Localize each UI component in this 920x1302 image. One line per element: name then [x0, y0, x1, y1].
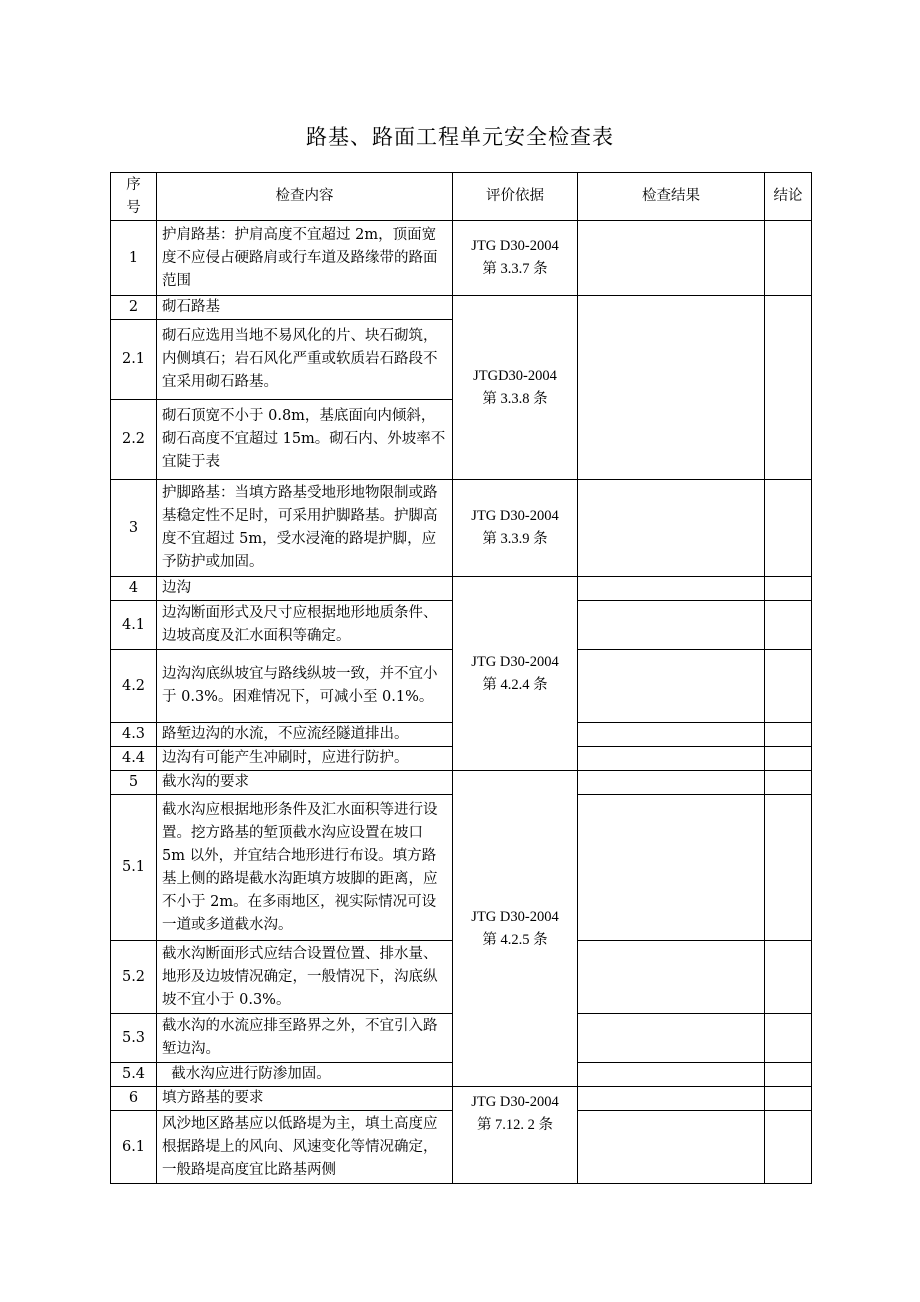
row-basis: JTG D30-2004 第 3.3.9 条 [453, 480, 578, 577]
conclusion-cell[interactable] [765, 795, 812, 941]
row-content: 边沟断面形式及尺寸应根据地形地质条件、边坡高度及汇水面积等确定。 [157, 601, 453, 650]
result-cell[interactable] [578, 577, 765, 601]
conclusion-cell[interactable] [765, 1014, 812, 1063]
row-seq: 5.3 [111, 1014, 157, 1063]
result-cell[interactable] [578, 296, 765, 480]
row-content: 边沟沟底纵坡宜与路线纵坡一致，并不宜小于 0.3%。困难情况下，可减小至 0.1%。 [157, 650, 453, 723]
row-content: 填方路基的要求 [157, 1087, 453, 1111]
result-cell[interactable] [578, 1014, 765, 1063]
conclusion-cell[interactable] [765, 1087, 812, 1111]
row-seq: 2.2 [111, 400, 157, 480]
row-content: 砌石路基 [157, 296, 453, 320]
row-basis: JTG D30-2004 第 4.2.5 条 [453, 771, 578, 1087]
table-row [111, 771, 812, 795]
result-cell[interactable] [578, 795, 765, 941]
row-content: 截水沟的要求 [157, 771, 453, 795]
row-content: 截水沟的水流应排至路界之外，不宜引入路堑边沟。 [157, 1014, 453, 1063]
conclusion-cell[interactable] [765, 771, 812, 795]
row-seq: 5.4 [111, 1063, 157, 1087]
row-content: 路堑边沟的水流，不应流经隧道排出。 [157, 723, 453, 747]
result-cell[interactable] [578, 723, 765, 747]
conclusion-cell[interactable] [765, 221, 812, 296]
table-row [111, 221, 812, 296]
row-basis: JTGD30-2004 第 3.3.8 条 [453, 296, 578, 480]
row-seq: 5.1 [111, 795, 157, 941]
row-seq: 6.1 [111, 1111, 157, 1184]
table-row [111, 1087, 812, 1111]
row-content: 砌石应选用当地不易风化的片、块石砌筑，内侧填石；岩石风化严重或软质岩石路段不宜采用砌石路基。 [157, 320, 453, 400]
row-seq: 6 [111, 1087, 157, 1111]
conclusion-cell[interactable] [765, 601, 812, 650]
result-cell[interactable] [578, 480, 765, 577]
row-seq: 2.1 [111, 320, 157, 400]
row-basis: JTG D30-2004 第 3.3.7 条 [453, 221, 578, 296]
conclusion-cell[interactable] [765, 296, 812, 480]
row-seq: 4.1 [111, 601, 157, 650]
table-row [111, 480, 812, 577]
row-seq: 4 [111, 577, 157, 601]
row-content: 截水沟应根据地形条件及汇水面积等进行设置。挖方路基的堑顶截水沟应设置在坡口 5m 以外，并宜结合地形进行布设。填方路基上侧的路堤截水沟距填方坡脚的距离，应不小于 2m。在多雨地区，视实际情况可设一道或多道截水沟。 [157, 795, 453, 941]
row-seq: 3 [111, 480, 157, 577]
safety-check-table [110, 172, 812, 1184]
row-seq: 1 [111, 221, 157, 296]
conclusion-cell[interactable] [765, 723, 812, 747]
result-cell[interactable] [578, 747, 765, 771]
row-content: 边沟 [157, 577, 453, 601]
page-title: 路基、路面工程单元安全检查表 [306, 125, 614, 149]
result-cell[interactable] [578, 1087, 765, 1111]
conclusion-cell[interactable] [765, 1111, 812, 1184]
result-cell[interactable] [578, 601, 765, 650]
result-cell[interactable] [578, 1063, 765, 1087]
table-row [111, 296, 812, 320]
conclusion-cell[interactable] [765, 480, 812, 577]
row-basis: JTG D30-2004 第 7.12. 2 条 [453, 1087, 578, 1184]
row-content: 护肩路基：护肩高度不宜超过 2m，顶面宽度不应侵占硬路肩或行车道及路缘带的路面范围 [157, 221, 453, 296]
header-seq: 序号 [111, 173, 157, 221]
conclusion-cell[interactable] [765, 941, 812, 1014]
result-cell[interactable] [578, 1111, 765, 1184]
conclusion-cell[interactable] [765, 747, 812, 771]
row-content: 截水沟断面形式应结合设置位置、排水量、地形及边坡情况确定，一般情况下，沟底纵坡不宜小于 0.3%。 [157, 941, 453, 1014]
row-content: 边沟有可能产生冲刷时，应进行防护。 [157, 747, 453, 771]
result-cell[interactable] [578, 771, 765, 795]
table-row [111, 577, 812, 601]
row-content: 风沙地区路基应以低路堤为主，填土高度应根据路堤上的风向、风速变化等情况确定，一般路堤高度宜比路基两侧 [157, 1111, 453, 1184]
row-content: 截水沟应进行防渗加固。 [157, 1063, 453, 1087]
row-seq: 4.3 [111, 723, 157, 747]
conclusion-cell[interactable] [765, 650, 812, 723]
row-seq: 5.2 [111, 941, 157, 1014]
conclusion-cell[interactable] [765, 1063, 812, 1087]
result-cell[interactable] [578, 941, 765, 1014]
result-cell[interactable] [578, 650, 765, 723]
row-content: 砌石顶宽不小于 0.8m，基底面向内倾斜，砌石高度不宜超过 15m。砌石内、外坡率不宜陡于表 [157, 400, 453, 480]
header-result: 检查结果 [578, 173, 765, 221]
header-content: 检查内容 [157, 173, 453, 221]
header-basis: 评价依据 [453, 173, 578, 221]
row-seq: 4.2 [111, 650, 157, 723]
row-basis: JTG D30-2004 第 4.2.4 条 [453, 577, 578, 771]
row-seq: 2 [111, 296, 157, 320]
table-header-row [111, 173, 812, 221]
conclusion-cell[interactable] [765, 577, 812, 601]
row-content: 护脚路基：当填方路基受地形地物限制或路基稳定性不足时，可采用护脚路基。护脚高度不宜超过 5m，受水浸淹的路堤护脚，应予防护或加固。 [157, 480, 453, 577]
row-seq: 5 [111, 771, 157, 795]
result-cell[interactable] [578, 221, 765, 296]
row-seq: 4.4 [111, 747, 157, 771]
header-conclusion: 结论 [765, 173, 812, 221]
